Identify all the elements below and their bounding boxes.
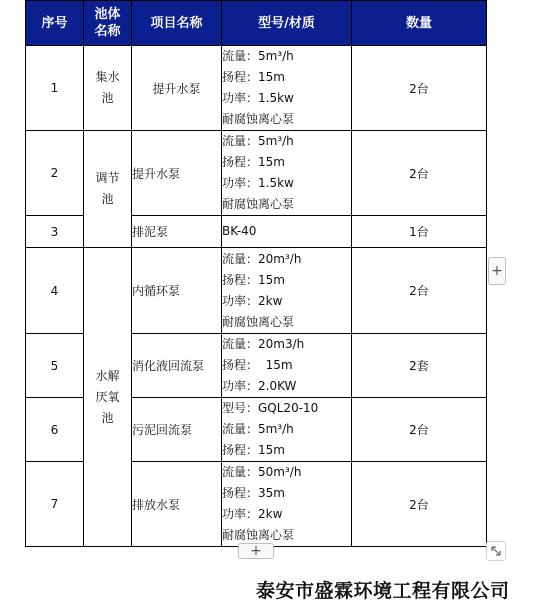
spec-line: 流量：5m³/h <box>222 422 294 436</box>
item-name[interactable]: 排泥泵 <box>132 216 222 248</box>
spec-cell[interactable] <box>222 248 352 334</box>
spec-line: 扬程： 15m <box>222 358 293 372</box>
row-no[interactable]: 6 <box>26 398 84 462</box>
row-no[interactable]: 1 <box>26 46 84 131</box>
row-no[interactable]: 4 <box>26 248 84 334</box>
item-name[interactable]: 内循环泵 <box>132 248 222 334</box>
pool-name-line: 池 <box>101 410 114 425</box>
item-name[interactable]: 污泥回流泵 <box>132 398 222 462</box>
spec-line: 流量：20m3/h <box>222 337 305 351</box>
quantity[interactable]: 1台 <box>352 216 487 248</box>
add-row-button[interactable] <box>238 543 274 559</box>
table-row <box>26 46 487 131</box>
spec-line: 流量：50m³/h <box>222 465 302 479</box>
spec-line: 耐腐蚀离心泵 <box>222 528 295 542</box>
pool-name-line: 调节 <box>95 171 120 185</box>
spec-line: 流量：20m³/h <box>222 251 302 266</box>
spec-line: 功率：2kw <box>222 507 283 521</box>
add-column-button[interactable] <box>488 257 506 285</box>
quantity[interactable]: 2台 <box>352 398 487 462</box>
equipment-table <box>25 0 487 547</box>
header-pool-line2: 名称 <box>94 24 121 39</box>
spec-cell[interactable] <box>222 131 352 216</box>
item-name[interactable]: 提升水泵 <box>132 131 222 216</box>
row-no[interactable]: 7 <box>26 462 84 547</box>
header-model: 型号/材质 <box>222 1 352 46</box>
spec-line: 耐腐蚀离心泵 <box>222 197 295 211</box>
spec-line: 功率：2.0KW <box>222 379 297 393</box>
table-row <box>26 248 487 334</box>
plus-icon: + <box>250 543 262 559</box>
spec-line: 型号：GQL20-10 <box>222 401 319 415</box>
pool-name-line: 水解 <box>95 368 120 383</box>
table-row <box>26 131 487 216</box>
header-qty: 数量 <box>352 1 487 46</box>
spec-cell[interactable] <box>222 398 352 462</box>
spec-line: 扬程：15m <box>222 155 285 169</box>
resize-diagonal-icon <box>487 542 505 560</box>
header-pool-line1: 池体 <box>94 7 121 22</box>
quantity[interactable]: 2套 <box>352 334 487 398</box>
spec-cell[interactable] <box>222 334 352 398</box>
item-name[interactable]: 提升水泵 <box>132 46 222 131</box>
company-name: 泰安市盛霖环境工程有限公司 <box>256 580 510 602</box>
item-name[interactable]: 消化液回流泵 <box>132 334 222 398</box>
spec-line: 耐腐蚀离心泵 <box>222 112 295 126</box>
spec-line: 耐腐蚀离心泵 <box>222 314 295 329</box>
spec-line: BK-40 <box>222 224 257 238</box>
spec-line: 扬程：15m <box>222 443 285 457</box>
pool-name-cell[interactable] <box>84 46 132 131</box>
spec-line: 功率：2kw <box>222 293 283 308</box>
table-resize-handle[interactable] <box>486 541 506 561</box>
header-no: 序号 <box>26 1 84 46</box>
spec-cell[interactable] <box>222 216 352 248</box>
item-name[interactable]: 排放水泵 <box>132 462 222 547</box>
header-row <box>26 1 487 46</box>
spec-line: 功率：1.5kw <box>222 91 294 105</box>
spec-line: 扬程：15m <box>222 272 285 287</box>
spec-line: 扬程：35m <box>222 486 285 500</box>
quantity[interactable]: 2台 <box>352 462 487 547</box>
pool-name-line: 厌氧 <box>95 389 120 404</box>
pool-name-cell[interactable] <box>84 131 132 248</box>
quantity[interactable]: 2台 <box>352 46 487 131</box>
plus-icon: + <box>491 263 503 279</box>
spec-line: 流量：5m³/h <box>222 49 294 63</box>
quantity[interactable]: 2台 <box>352 131 487 216</box>
spec-cell[interactable] <box>222 46 352 131</box>
pool-name-line: 池 <box>101 192 114 206</box>
pool-name-line: 池 <box>101 91 114 105</box>
row-no[interactable]: 5 <box>26 334 84 398</box>
pool-name-cell[interactable] <box>84 248 132 547</box>
spec-line: 流量：5m³/h <box>222 134 294 148</box>
spec-line: 扬程：15m <box>222 70 285 84</box>
row-no[interactable]: 2 <box>26 131 84 216</box>
pool-name-line: 集水 <box>95 70 120 84</box>
header-item: 项目名称 <box>132 1 222 46</box>
spec-line: 功率：1.5kw <box>222 176 294 190</box>
spec-cell[interactable] <box>222 462 352 547</box>
header-pool <box>84 1 132 46</box>
row-no[interactable]: 3 <box>26 216 84 248</box>
quantity[interactable]: 2台 <box>352 248 487 334</box>
